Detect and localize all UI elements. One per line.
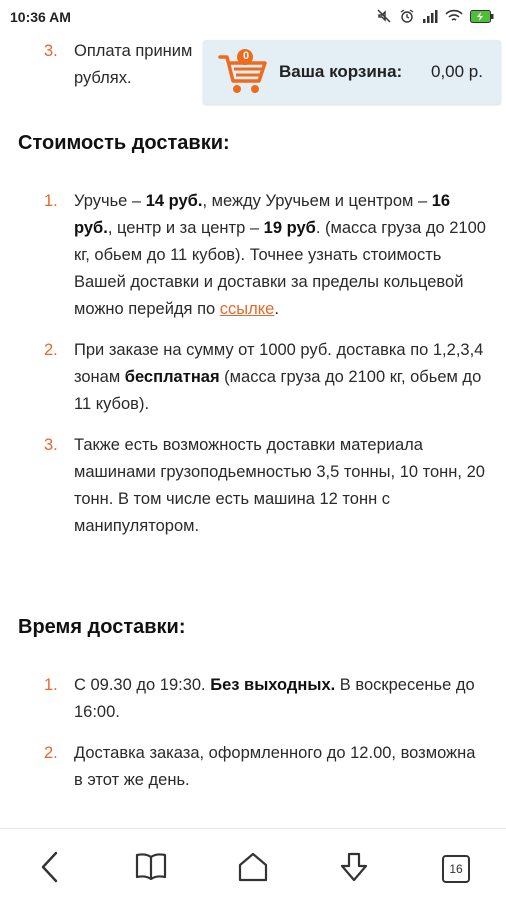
page-content bbox=[0, 36, 506, 828]
free-delivery-label: бесплатная bbox=[124, 368, 220, 386]
bookmarks-icon bbox=[134, 852, 168, 887]
list-text: , центр и за центр – bbox=[107, 219, 264, 237]
home-button[interactable] bbox=[233, 849, 273, 889]
download-icon bbox=[337, 850, 371, 889]
download-button[interactable] bbox=[334, 849, 374, 889]
browser-nav-bar bbox=[0, 828, 506, 900]
list-number: 3. bbox=[44, 436, 58, 454]
no-days-off-label: Без выходных. bbox=[210, 676, 336, 694]
delivery-cost-link[interactable]: ссылке bbox=[219, 300, 275, 318]
list-item bbox=[0, 188, 506, 323]
alarm-icon bbox=[399, 8, 415, 24]
cart-label: Ваша корзина: bbox=[279, 62, 403, 81]
tabs-icon bbox=[441, 854, 471, 884]
list-text: Оплата приним bbox=[74, 42, 193, 60]
list-number: 1. bbox=[44, 676, 58, 694]
bookmarks-button[interactable] bbox=[131, 849, 171, 889]
list-item bbox=[0, 740, 506, 794]
list-text: рублях. bbox=[74, 69, 132, 87]
delivery-cost-heading: Стоимость доставки: bbox=[18, 132, 230, 154]
back-button[interactable] bbox=[30, 849, 70, 889]
delivery-time-list bbox=[0, 672, 506, 794]
list-number: 2. bbox=[44, 341, 58, 359]
wifi-icon bbox=[445, 9, 463, 23]
cart-widget[interactable] bbox=[203, 40, 501, 104]
list-text: При заказе на сумму от 1000 руб. доставка по 1,2,3,4 зонам bbox=[74, 341, 484, 386]
signal-icon bbox=[422, 9, 438, 23]
status-time: 10:36 AM bbox=[10, 9, 71, 25]
list-text: В воскресенье до 16:00. bbox=[74, 676, 475, 721]
battery-charging-icon bbox=[470, 10, 494, 23]
list-item bbox=[0, 432, 506, 540]
back-icon bbox=[38, 850, 62, 889]
list-number: 3. bbox=[44, 42, 58, 60]
list-text: Уручье – bbox=[74, 192, 146, 210]
home-icon bbox=[236, 850, 270, 889]
list-item bbox=[0, 337, 506, 418]
status-bar bbox=[0, 0, 506, 36]
list-text: (масса груза до 2100 кг, обьем до 11 кубов). bbox=[74, 368, 482, 413]
price-between: 16 руб. bbox=[74, 192, 451, 237]
tabs-button[interactable] bbox=[436, 849, 476, 889]
tabs-count: 16 bbox=[449, 862, 463, 876]
list-text: С 09.30 до 19:30. bbox=[74, 676, 211, 694]
price-center: 19 руб bbox=[263, 219, 316, 237]
list-text: Также есть возможность доставки материала машинами грузоподьемностью 3,5 тонны, 10 тонн, 20 тонн. В том числе есть машина 12 тонн с манипулятором. bbox=[74, 436, 485, 535]
list-number: 2. bbox=[44, 744, 58, 762]
list-text: . (масса груза до 2100 кг, обьем до 11 кубов). Точнее узнать стоимость Вашей доставки и доставки за пределы кольцевой можно перейдя по bbox=[74, 219, 486, 318]
list-item bbox=[0, 672, 506, 726]
delivery-time-heading: Время доставки: bbox=[18, 616, 186, 638]
mute-icon bbox=[376, 8, 392, 24]
list-number: 1. bbox=[44, 192, 58, 210]
list-text: Доставка заказа, оформленного до 12.00, возможна в этот же день. bbox=[74, 744, 476, 789]
list-text: , между Уручьем и центром – bbox=[202, 192, 432, 210]
price-uruchye: 14 руб. bbox=[145, 192, 203, 210]
cart-badge-count: 0 bbox=[242, 50, 250, 62]
cart-total: 0,00 р. bbox=[431, 62, 483, 81]
delivery-cost-list bbox=[0, 188, 506, 540]
status-icons bbox=[376, 8, 494, 24]
list-text: . bbox=[274, 300, 279, 318]
